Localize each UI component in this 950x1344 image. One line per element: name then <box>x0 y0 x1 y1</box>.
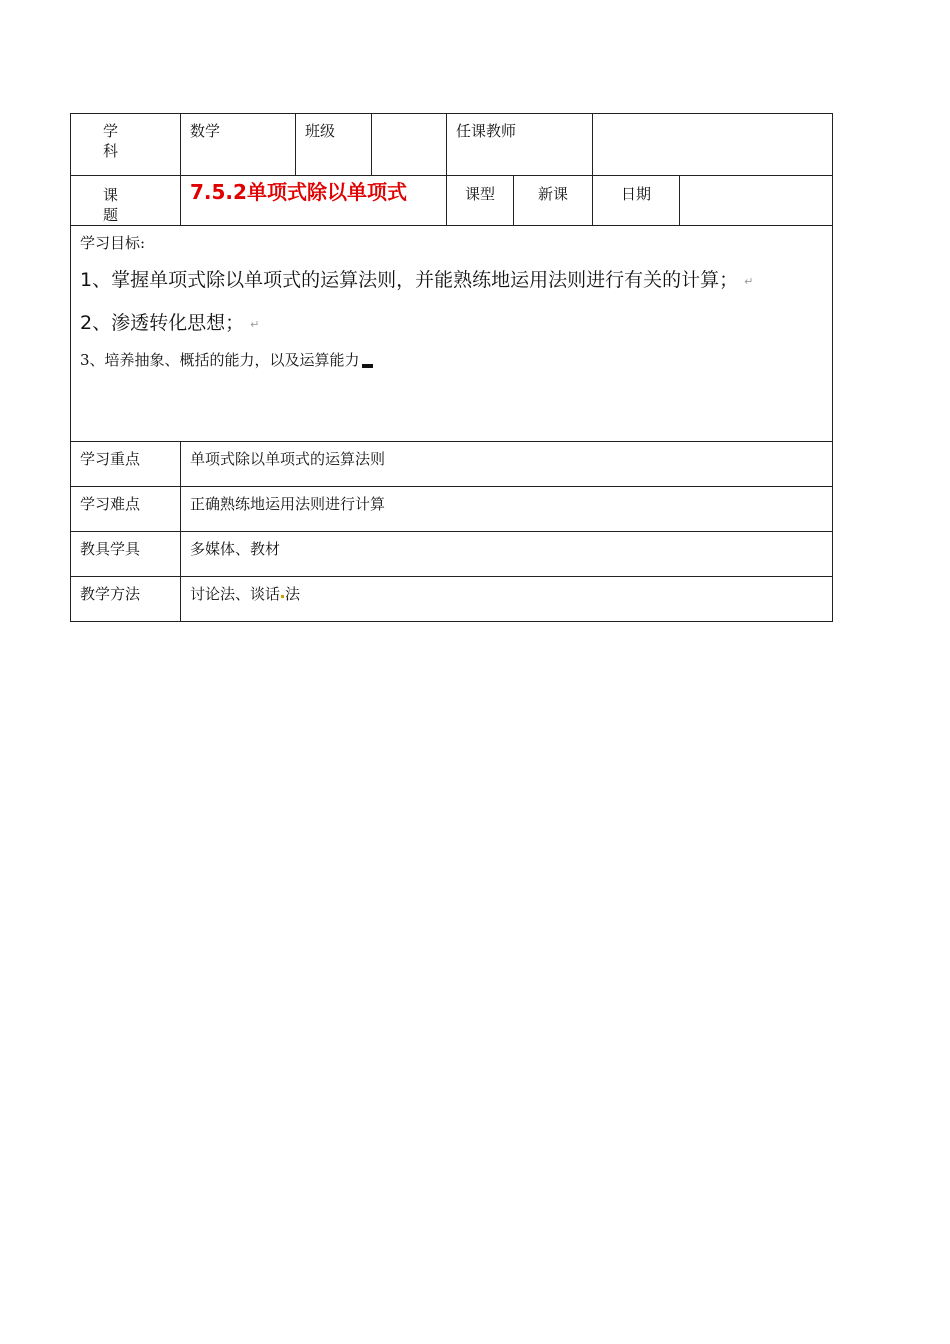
dot-mark-icon <box>281 595 284 598</box>
topic-value-cell <box>181 176 447 226</box>
teacher-label: 任课教师 <box>456 122 517 140</box>
teacher-value <box>593 114 832 121</box>
lesson-row <box>71 176 833 226</box>
header-row <box>71 114 833 176</box>
objective-item-3-text: 3、培养抽象、概括的能力，以及运算能力 <box>80 351 360 369</box>
row-label: 学习重点 <box>80 450 141 468</box>
objective-item-1 <box>71 253 832 297</box>
objective-item-3 <box>71 340 832 370</box>
method-value-part-b: 法 <box>285 585 301 603</box>
subject-value-cell <box>181 114 296 176</box>
topic-label-cell <box>71 176 181 226</box>
method-label-cell <box>71 577 181 622</box>
tools-label-cell <box>71 532 181 577</box>
subject-label: 学 科 <box>103 122 132 160</box>
row-value: 单项式除以单项式的运算法则 <box>190 450 386 468</box>
teacher-value-cell <box>593 114 833 176</box>
topic-label: 课 题 <box>103 186 132 224</box>
difficulties-value-cell <box>181 487 833 532</box>
key-points-row <box>71 442 833 487</box>
tools-row <box>71 532 833 577</box>
key-points-label-cell <box>71 442 181 487</box>
class-label-cell <box>296 114 372 176</box>
row-label: 教学方法 <box>80 585 141 603</box>
row-value: 正确熟练地运用法则进行计算 <box>190 495 386 513</box>
row-label: 学习难点 <box>80 495 141 513</box>
class-label: 班级 <box>305 122 336 140</box>
objective-item-1-text: 1、掌握单项式除以单项式的运算法则，并能熟练地运用法则进行有关的计算； <box>80 269 739 291</box>
difficulties-label-cell <box>71 487 181 532</box>
type-value: 新课 <box>538 185 569 203</box>
tools-value-cell <box>181 532 833 577</box>
row-value: 多媒体、教材 <box>190 540 281 558</box>
subject-value: 数学 <box>190 122 221 140</box>
type-label: 课型 <box>464 185 495 203</box>
text-cursor-icon <box>362 364 373 368</box>
objectives-row <box>71 226 833 442</box>
paragraph-mark-icon: ↵ <box>744 275 754 288</box>
objectives-cell <box>71 226 833 442</box>
lesson-title: 7.5.2单项式除以单项式 <box>190 180 407 204</box>
date-value-cell <box>680 176 833 226</box>
type-label-cell <box>447 176 514 226</box>
difficulties-row <box>71 487 833 532</box>
objectives-heading: 学习目标: <box>80 234 146 252</box>
lesson-plan-table <box>70 113 833 622</box>
date-label: 日期 <box>621 185 652 203</box>
class-value <box>372 114 446 121</box>
class-value-cell <box>372 114 447 176</box>
row-label: 教具学具 <box>80 540 141 558</box>
objective-item-2-text: 2、渗透转化思想； <box>80 312 245 334</box>
paragraph-mark-icon: ↵ <box>250 318 260 331</box>
method-value-part-a: 讨论法、谈话 <box>190 585 281 603</box>
key-points-value-cell <box>181 442 833 487</box>
objective-item-2 <box>71 297 832 340</box>
date-label-cell <box>593 176 680 226</box>
subject-label-cell <box>71 114 181 176</box>
teacher-label-cell <box>447 114 593 176</box>
method-row <box>71 577 833 622</box>
row-value <box>181 577 832 604</box>
date-value <box>680 176 832 183</box>
type-value-cell <box>514 176 593 226</box>
method-value-cell <box>181 577 833 622</box>
